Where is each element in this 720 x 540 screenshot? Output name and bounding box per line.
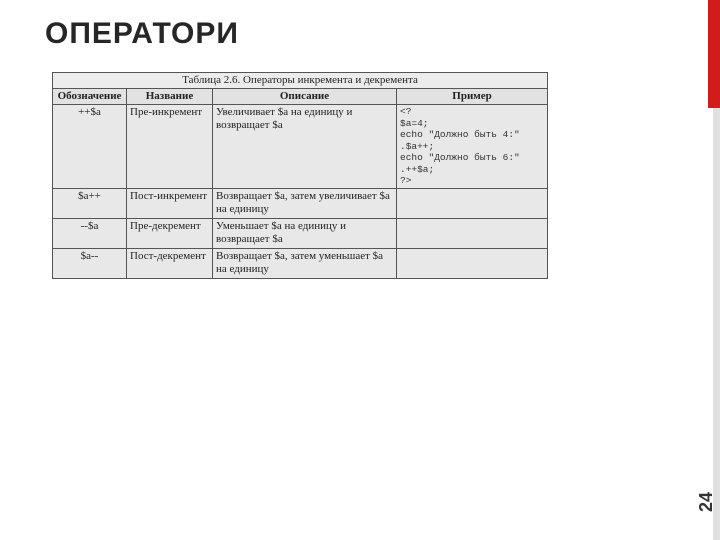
table-header-row [53, 89, 548, 105]
table-row [53, 218, 548, 248]
cell-symbol: $a-- [53, 248, 127, 278]
table-row [53, 188, 548, 218]
cell-description: Возвращает $a, затем увеличивает $a на единицу [213, 188, 397, 218]
cell-example [397, 218, 548, 248]
slide-title: ОПЕРАТОРИ [45, 17, 239, 50]
header-symbol: Обозначение [53, 89, 127, 105]
cell-name: Пост-декремент [127, 248, 213, 278]
cell-name: Пре-декремент [127, 218, 213, 248]
page-number: 24 [696, 491, 716, 513]
table-caption: Таблица 2.6. Операторы инкремента и декремента [53, 73, 548, 89]
table-caption-row [53, 73, 548, 89]
header-name: Название [127, 89, 213, 105]
cell-symbol: --$a [53, 218, 127, 248]
cell-symbol: ++$a [53, 105, 127, 189]
side-bar-accent [708, 0, 720, 108]
header-example: Пример [397, 89, 548, 105]
cell-description: Возвращает $a, затем уменьшает $a на единицу [213, 248, 397, 278]
operators-table-image [52, 72, 547, 279]
cell-description: Увеличивает $a на единицу и возвращает $a [213, 105, 397, 189]
cell-example [397, 188, 548, 218]
table-row [53, 105, 548, 189]
operators-table [52, 72, 548, 279]
cell-example [397, 248, 548, 278]
cell-description: Уменьшает $a на единицу и возвращает $a [213, 218, 397, 248]
cell-name: Пре-инкремент [127, 105, 213, 189]
cell-example: <? $a=4; echo "Должно быть 4:" .$a++; echo "Должно быть 6:" .++$a; ?> [397, 105, 548, 189]
table-row [53, 248, 548, 278]
cell-symbol: $a++ [53, 188, 127, 218]
cell-name: Пост-инкремент [127, 188, 213, 218]
header-description: Описание [213, 89, 397, 105]
